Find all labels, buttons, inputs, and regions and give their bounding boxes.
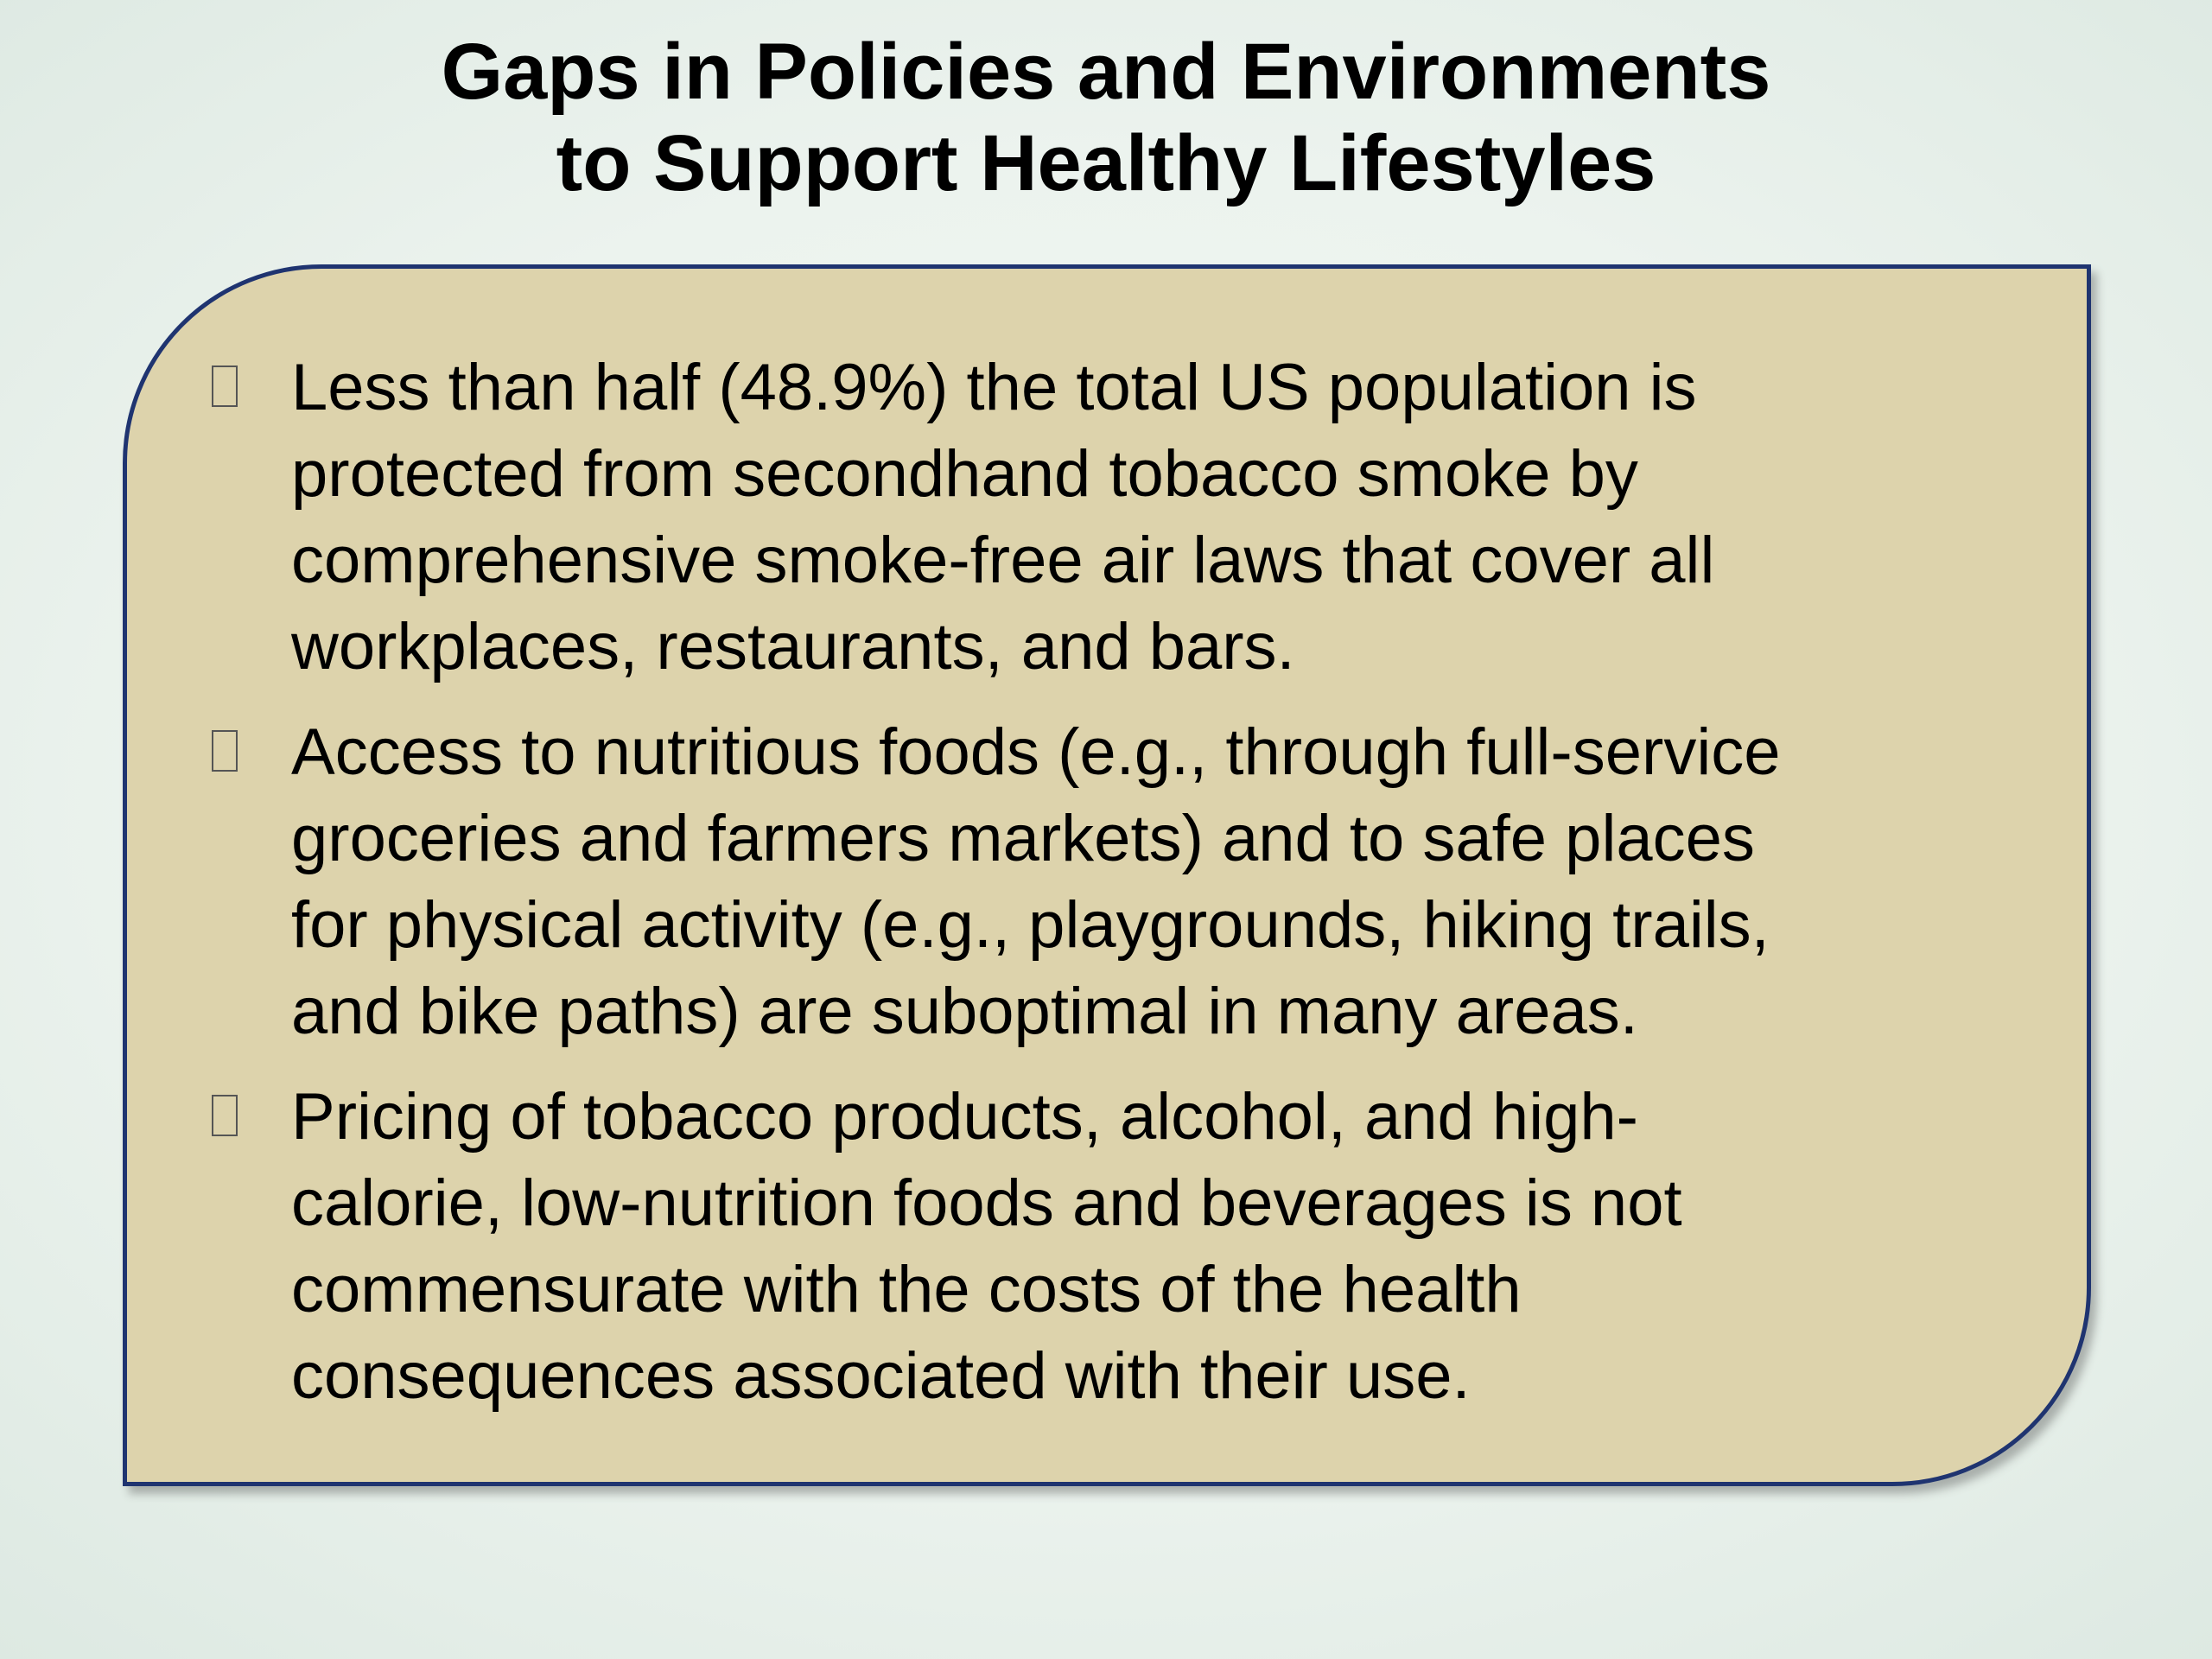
bullet-line: protected from secondhand tobacco smoke by bbox=[291, 437, 1638, 511]
bullet-line: and bike paths) are suboptimal in many areas. bbox=[291, 975, 1638, 1048]
bullet-line: consequences associated with their use. bbox=[291, 1339, 1471, 1413]
bullet-line: comprehensive smoke-free air laws that cover all bbox=[291, 524, 1715, 597]
bullet-line: Access to nutritious foods (e.g., through full-service bbox=[291, 715, 1781, 789]
bullet-line: Pricing of tobacco products, alcohol, and high- bbox=[291, 1080, 1638, 1154]
square-bullet-icon bbox=[212, 730, 238, 772]
bullet-line: for physical activity (e.g., playgrounds, hiking trails, bbox=[291, 888, 1770, 962]
slide-title-line-2: to Support Healthy Lifestyles bbox=[556, 119, 1656, 207]
square-bullet-icon bbox=[212, 1095, 238, 1136]
bullet-line: workplaces, restaurants, and bars. bbox=[291, 610, 1295, 683]
bullet-item-pricing bbox=[205, 1074, 2037, 1420]
content-box bbox=[123, 264, 2091, 1486]
bullet-line: groceries and farmers markets) and to safe places bbox=[291, 802, 1755, 875]
slide-title bbox=[0, 26, 2212, 209]
bullet-line: Less than half (48.9%) the total US population is bbox=[291, 351, 1697, 424]
bullet-item-smoke-free-laws bbox=[205, 345, 2037, 690]
bullet-line: commensurate with the costs of the health bbox=[291, 1253, 1522, 1326]
slide-title-line-1: Gaps in Policies and Environments bbox=[441, 28, 1771, 116]
bullet-line: calorie, low-nutrition foods and beverages is not bbox=[291, 1166, 1682, 1240]
bullet-item-food-activity-access bbox=[205, 709, 2037, 1055]
bullet-list bbox=[205, 345, 2037, 1439]
square-bullet-icon bbox=[212, 365, 238, 407]
